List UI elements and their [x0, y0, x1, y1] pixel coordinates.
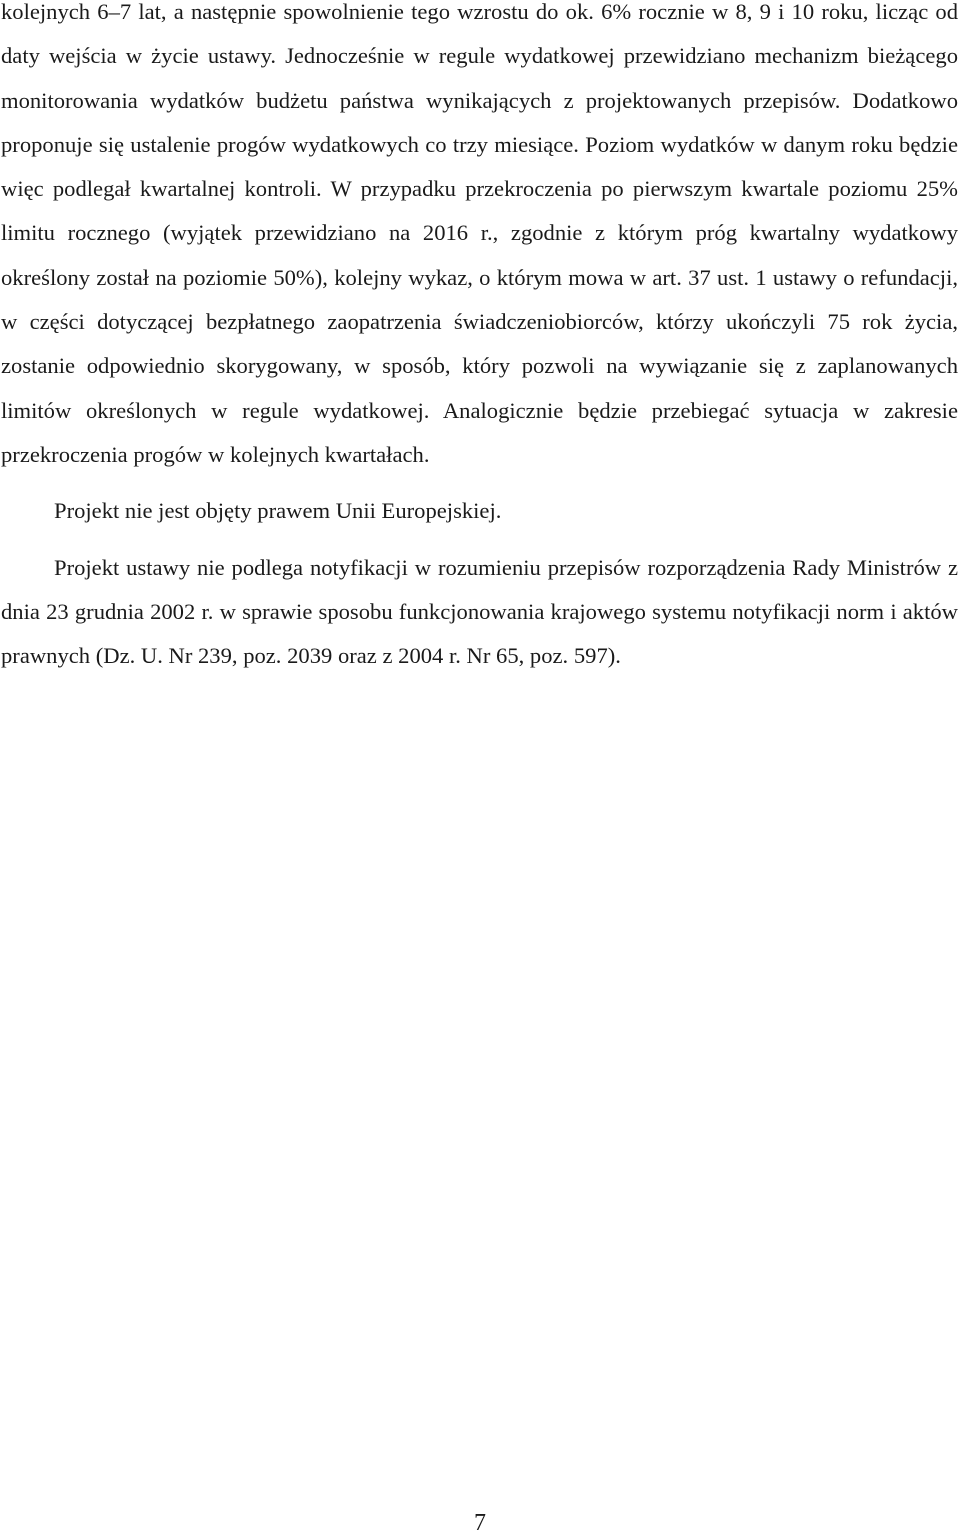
- paragraph-notification: Projekt ustawy nie podlega notyfikacji w rozumieniu przepisów rozporządzenia Rady Ministrów z dnia 23 grudnia 2002 r. w sprawie sposobu funkcjonowania krajowego systemu notyfikacji norm i aktów prawnych (Dz. U. Nr 239, poz. 2039 oraz z 2004 r. Nr 65, poz. 597).: [1, 554, 958, 669]
- paragraph-refund-limits: kolejnych 6–7 lat, a następnie spowolnienie tego wzrostu do ok. 6% rocznie w 8, 9 i 10 roku, licząc od daty wejścia w życie ustawy. Jednocześnie w regule wydatkowej przewidziano mechanizm bieżącego monitorowania wydatków budżetu państwa wynikających z projektowanych przepisów. Dodatkowo proponuje się ustalenie progów wydatkowych co trzy miesiące. Poziom wydatków w danym roku będzie więc podlegał kwartalnej kontroli. W przypadku przekroczenia po pierwszym kwartale poziomu 25% limitu rocznego (wyjątek przewidziano na 2016 r., zgodnie z którym próg kwartalny wydatkowy określony został na poziomie 50%), kolejny wykaz, o którym mowa w art. 37 ust. 1 ustawy o refundacji, w części dotyczącej bezpłatnego zaopatrzenia świadczeniobiorców, którzy ukończyli 75 rok życia, zostanie odpowiednio skorygowany, w sposób, który pozwoli na wywiązanie się z zaplanowanych limitów określonych w regule wydatkowej. Analogicznie będzie przebiegać sytuacja w zakresie przekroczenia progów w kolejnych kwartałach.: [1, 0, 958, 467]
- body-text: [1, 0, 958, 678]
- paragraph-eu-law: Projekt nie jest objęty prawem Unii Europejskiej.: [54, 498, 502, 524]
- page-number: 7: [474, 1510, 486, 1536]
